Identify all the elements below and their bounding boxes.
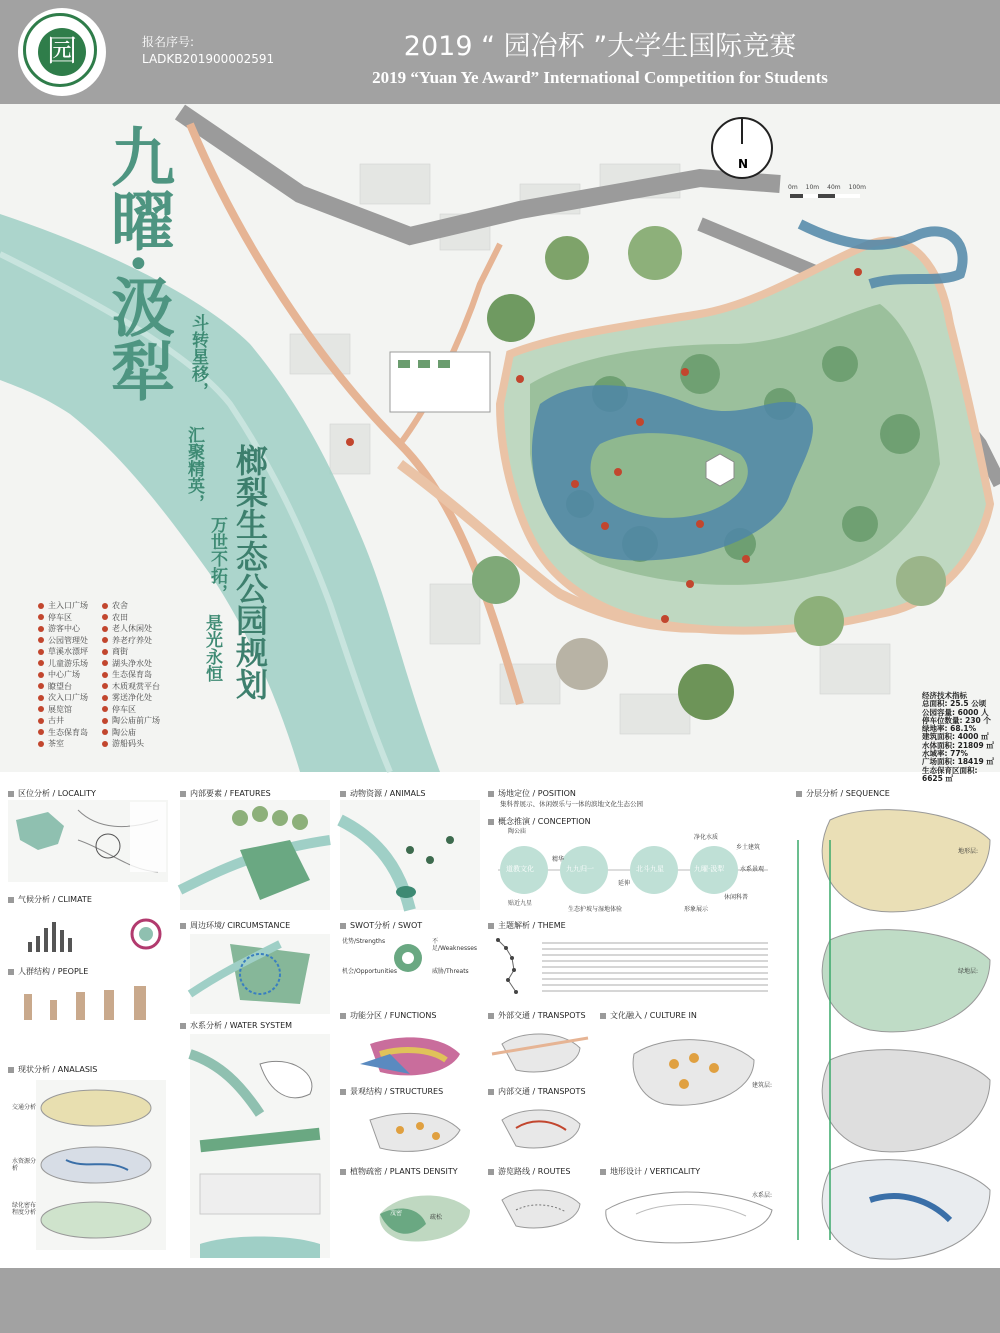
section-title-swot <box>340 920 422 931</box>
scale-bar <box>790 194 860 198</box>
section-title-position <box>488 788 576 799</box>
section-title-people <box>8 966 88 977</box>
scale-label: 0m <box>788 184 798 191</box>
swot-label: 优势/Strengths <box>342 938 386 945</box>
locality-map <box>8 800 168 882</box>
circumstance-drawing <box>190 934 330 1014</box>
section-title-features <box>180 788 271 799</box>
section-title-water <box>180 1020 292 1031</box>
section-title-text: 分层分析 / SEQUENCE <box>806 789 890 798</box>
legend-item: 古井 <box>48 716 64 726</box>
people-illustration <box>16 980 166 1024</box>
photo-vignette <box>628 226 682 280</box>
structures-drawing <box>350 1100 480 1160</box>
photo-vignette <box>472 556 520 604</box>
registration-label: 报名序号: <box>142 35 195 49</box>
poem-line: 万世不拓， <box>207 516 227 601</box>
sequence-drawing <box>790 800 995 1265</box>
conception-label: 形象展示 <box>684 906 709 913</box>
plants-tag: 疏松 <box>430 1214 443 1221</box>
conception-diagram <box>488 826 778 914</box>
sequence-label: 绿地层: <box>958 968 979 975</box>
conception-node: 道教文化 <box>506 865 534 873</box>
tech-title: 经济技术指标 <box>922 691 967 700</box>
conception-label: 生态护坡与湿地体验 <box>568 906 623 913</box>
legend <box>38 600 168 750</box>
section-title-circumstance <box>180 920 290 931</box>
plants-tag: 茂密 <box>390 1210 403 1217</box>
tech-line: 建筑面积: 4000 ㎡ <box>922 732 989 742</box>
legend-item: 游船码头 <box>112 739 144 749</box>
scale-label: 100m <box>848 184 866 191</box>
section-title-sequence <box>796 788 890 799</box>
section-title-text: 游览路线 / ROUTES <box>498 1167 571 1176</box>
conception-label: 净化水质 <box>694 834 719 841</box>
tech-line: 绿地率: 68.1% <box>922 724 977 734</box>
legend-item: 养老疗养处 <box>112 635 152 645</box>
swot-label: 不足/Weaknesses <box>432 938 478 952</box>
legend-item: 茶室 <box>48 739 64 749</box>
legend-item: 游客中心 <box>48 624 80 634</box>
circumstance-map <box>190 934 330 1014</box>
registration-number: LADKB201900002591 <box>142 52 275 66</box>
culture-drawing <box>604 1024 780 1124</box>
photo-vignette <box>556 638 608 690</box>
water-drawing <box>190 1034 330 1258</box>
scale-label: 10m <box>805 184 820 191</box>
section-title-verticality <box>600 1166 700 1177</box>
section-title-text: 主题解析 / THEME <box>498 921 566 930</box>
int-transport-drawing <box>492 1100 588 1156</box>
logo-emblem: 园 <box>38 28 86 76</box>
section-title-text: 地形设计 / VERTICALITY <box>610 1167 701 1176</box>
verticality-drawing <box>596 1180 782 1250</box>
section-title-routes <box>488 1166 571 1177</box>
section-title-structures <box>340 1086 443 1097</box>
legend-item: 陶公庙前广场 <box>112 716 160 726</box>
sequence-label: 地形层: <box>958 848 979 855</box>
section-title-analasis <box>8 1064 97 1075</box>
section-title-text: SWOT分析 / SWOT <box>350 921 423 930</box>
project-name: 榔梨生态公园规划 <box>231 444 269 700</box>
animals-drawing <box>340 800 480 910</box>
title-chinese: 2019 “ 园冶杯 ”大学生国际竞赛 <box>403 31 797 62</box>
legend-item: 儿童游乐场 <box>48 658 88 668</box>
section-title-ext-transport <box>488 1010 586 1021</box>
section-title-animals <box>340 788 426 799</box>
analasis-layers <box>36 1080 166 1250</box>
locality-drawing <box>8 800 168 882</box>
swot-label: 威胁/Threats <box>432 968 469 975</box>
photo-vignette <box>678 664 734 720</box>
culture-diagram <box>604 1024 780 1124</box>
legend-item: 湖头净水处 <box>112 658 152 668</box>
legend-item: 农田 <box>112 612 128 622</box>
section-title-text: 外部交通 / TRANSPOTS <box>498 1011 586 1020</box>
section-title-culture <box>600 1010 697 1021</box>
conception-node: 九曜·汲犁 <box>694 865 725 873</box>
scale-labels <box>788 184 866 191</box>
technical-indicators <box>922 692 998 783</box>
water-system-panel <box>190 1034 330 1258</box>
position-subtitle: 集科普展示、休闲娱乐与一体的滨地文化生态公园 <box>500 800 643 808</box>
features-diagram <box>180 800 330 910</box>
functions-drawing <box>350 1024 480 1084</box>
compass-letter: N <box>738 157 749 171</box>
master-plan <box>0 104 1000 783</box>
legend-item: 草溪水漂坪 <box>48 647 88 657</box>
scale-label: 40m <box>827 184 841 191</box>
legend-item: 雾送净化处 <box>112 693 152 703</box>
climate-chart <box>18 910 168 955</box>
legend-item: 农舍 <box>112 601 128 611</box>
section-title-text: 景观结构 / STRUCTURES <box>350 1087 444 1096</box>
section-title-text: 植物疏密 / PLANTS DENSITY <box>350 1167 458 1176</box>
conception-node: 九九归一 <box>566 865 594 873</box>
people-figures <box>16 980 166 1024</box>
section-title-text: 内部交通 / TRANSPOTS <box>498 1087 586 1096</box>
tech-line: 公园容量: 6000 人 <box>922 707 989 717</box>
conception-label: 贴近九星 <box>508 900 533 907</box>
ext-transport-diagram <box>492 1024 588 1080</box>
legend-item: 生态保育岛 <box>48 727 88 737</box>
climate-bars <box>18 910 168 955</box>
conception-label: 精华 <box>552 856 565 863</box>
conception-label: 休闲科普 <box>724 894 749 901</box>
analasis-label: 水资源分析 <box>12 1158 37 1172</box>
section-title-text: 周边环境/ CIRCUMSTANCE <box>190 921 291 930</box>
section-title-int-transport <box>488 1086 586 1097</box>
footer-bar <box>0 1268 1000 1333</box>
competition-logo <box>18 8 106 96</box>
swot-label: 机会/Opportunities <box>342 968 397 975</box>
plants-diagram <box>370 1184 480 1250</box>
verticality-diagram <box>596 1180 782 1250</box>
legend-item: 次入口广场 <box>48 693 88 703</box>
poem-line: 斗转星移， <box>188 314 208 399</box>
legend-item: 展览馆 <box>48 704 72 714</box>
section-title-text: 气候分析 / CLIMATE <box>18 895 92 904</box>
poem-title: 九曜·汲犁 <box>100 124 175 403</box>
sequence-label: 水系层: <box>752 1192 773 1199</box>
legend-item: 陶公庙 <box>112 727 136 737</box>
legend-item: 主入口广场 <box>48 601 88 611</box>
theme-constellation <box>492 934 532 998</box>
photo-vignette <box>794 596 844 646</box>
tech-line: 生态保育区面积: 6625 ㎡ <box>922 765 978 783</box>
tech-line: 总面积: 25.5 公顷 <box>922 699 987 709</box>
ext-transport-drawing <box>492 1024 588 1080</box>
section-title-theme <box>488 920 566 931</box>
section-title-text: 概念推演 / CONCEPTION <box>498 817 591 826</box>
tech-line: 广场面积: 18419 ㎡ <box>922 757 994 767</box>
section-title-text: 现状分析 / ANALASIS <box>18 1065 98 1074</box>
legend-item: 木质观赏平台 <box>112 681 160 691</box>
section-title-locality <box>8 788 96 799</box>
section-title-functions <box>340 1010 436 1021</box>
tech-line: 水体面积: 21809 ㎡ <box>922 740 994 750</box>
functions-diagram <box>350 1024 480 1084</box>
legend-item: 老人休闲处 <box>112 624 152 634</box>
analasis-label: 绿化密布程度分析 <box>12 1202 37 1216</box>
section-title-text: 文化融入 / CULTURE IN <box>610 1011 697 1020</box>
photo-vignette <box>545 236 589 280</box>
conception-label: 延伸 <box>618 880 631 887</box>
gear-icon <box>390 940 426 976</box>
tech-line: 停车位数量: 230 个 <box>922 715 991 725</box>
section-title-text: 内部要素 / FEATURES <box>190 789 271 798</box>
section-title-text: 区位分析 / LOCALITY <box>18 789 96 798</box>
main-road <box>180 112 780 236</box>
swot-block <box>342 934 482 1000</box>
conception-label: 水系景观 <box>740 866 765 873</box>
legend-item: 中心广场 <box>48 670 80 680</box>
legend-item: 瞭望台 <box>48 681 72 691</box>
conception-node: 北斗九星 <box>636 865 664 873</box>
legend-item: 生态保育岛 <box>112 670 152 680</box>
section-title-plants <box>340 1166 458 1177</box>
routes-diagram <box>492 1180 588 1236</box>
legend-item: 停车区 <box>112 704 136 714</box>
tech-line: 水域率: 77% <box>922 749 969 759</box>
section-title-text: 人群结构 / PEOPLE <box>18 967 89 976</box>
features-drawing <box>180 800 330 910</box>
sequence-label: 建筑层: <box>752 1082 773 1089</box>
legend-item: 公园管理处 <box>48 635 88 645</box>
plants-drawing <box>370 1184 480 1250</box>
legend-item: 停车区 <box>48 612 72 622</box>
section-title-text: 水系分析 / WATER SYSTEM <box>190 1021 293 1030</box>
section-title-text: 动物资源 / ANIMALS <box>350 789 426 798</box>
analasis-label: 交通分析 <box>12 1104 37 1111</box>
section-title-text: 场地定位 / POSITION <box>498 789 576 798</box>
theme-text-block <box>542 938 768 994</box>
routes-drawing <box>492 1180 588 1236</box>
photo-vignette <box>487 294 535 342</box>
photo-vignette <box>896 556 946 606</box>
conception-label: 陶公庙 <box>508 828 527 835</box>
int-transport-diagram <box>492 1100 588 1156</box>
title-english: 2019 “Yuan Ye Award” International Competition for Students <box>372 68 828 87</box>
theme-block <box>492 934 772 1000</box>
conception-label: 乡土建筑 <box>736 844 761 851</box>
poem-line: 是光永恒 <box>202 614 222 682</box>
section-title-climate <box>8 894 92 905</box>
structures-diagram <box>350 1100 480 1160</box>
legend-item: 商街 <box>112 647 128 657</box>
poem-line: 汇聚精英， <box>184 426 204 511</box>
animals-diagram <box>340 800 480 910</box>
analasis-drawing <box>36 1080 166 1250</box>
section-title-text: 功能分区 / FUNCTIONS <box>350 1011 437 1020</box>
